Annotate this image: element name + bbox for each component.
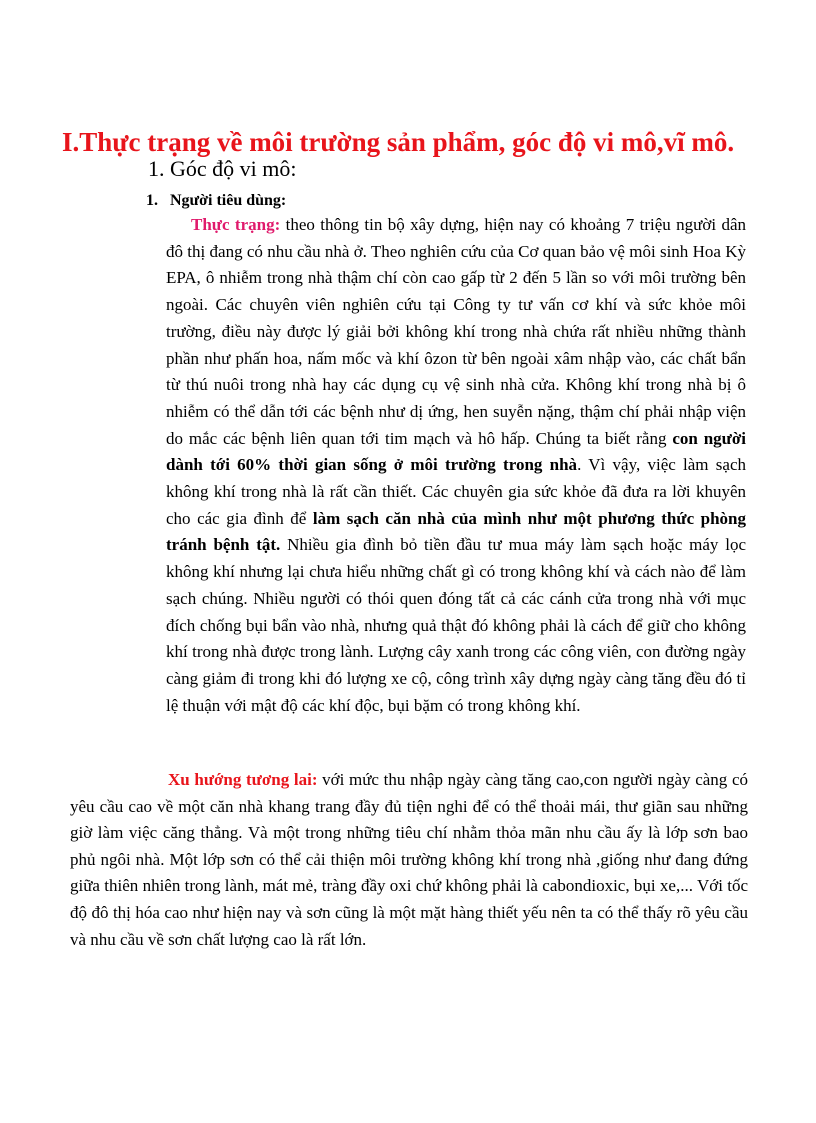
subsection-number: 1. [146, 192, 158, 209]
subsection-label: Người tiêu dùng: [170, 192, 287, 209]
section-heading: 1. Góc độ vi mô: [148, 156, 297, 181]
future-trend-label: Xu hướng tương lai: [168, 770, 318, 789]
paragraph-current-state [166, 212, 746, 719]
current-state-bold-a: con người dành tới 60% thời gian sống ở môi trường trong nhà [166, 428, 746, 475]
paragraph-future-trend [70, 767, 748, 953]
current-state-text-c: Nhiều gia đình bỏ tiền đầu tư mua máy làm sạch hoặc máy lọc không khí nhưng lại chưa hiểu những chất gì có trong không khí và cách nào để làm sạch chúng. Nhiều người có thói quen đóng tất cả các cánh cửa trong nhà với mục đích chống bụi bẩn vào nhà, nhưng quả thật đó không phải là cách để giữ cho không khí trong nhà được trong lành. Lượng cây xanh trong các công viên, con đường ngày càng giảm đi trong khi đó lượng xe cộ, công trình xây dựng ngày càng tăng đều đó tỉ lệ thuận với mật độ các khí độc, bụi bặm có trong không khí. [166, 535, 746, 715]
current-state-text-b: . Vì vậy, việc làm sạch không khí trong nhà là rất cần thiết. Các chuyên gia sức khỏe đã đưa ra lời khuyên cho các gia đình để [166, 455, 746, 528]
subsection-heading [146, 188, 286, 214]
current-state-bold-b: làm sạch căn nhà của mình như một phương thức phòng tránh bệnh tật. [166, 508, 747, 555]
page-title: I.Thực trạng về môi trường sản phẩm, góc độ vi mô,vĩ mô. [62, 127, 735, 157]
current-state-label: Thực trạng: [191, 215, 281, 234]
future-trend-text: với mức thu nhập ngày càng tăng cao,con người ngày càng có yêu cầu cao về một căn nhà khang trang đầy đủ tiện nghi để có thể thoải mái, thư giãn sau những giờ làm việc căng thẳng. Và một trong những tiêu chí nhằm thỏa mãn nhu cầu ấy là lớp sơn bao phủ ngôi nhà. Một lớp sơn có thể cải thiện môi trường không khí trong nhà ,giống như đang đứng giữa thiên nhiên trong lành, mát mẻ, tràng đầy oxi chứ không phải là cabondioxic, bụi xe,... Với tốc độ đô thị hóa cao như hiện nay và sơn cũng là một mặt hàng thiết yếu nên ta có thể thấy rõ yêu cầu và nhu cầu về sơn chất lượng cao là rất lớn. [70, 770, 748, 949]
current-state-text-a: theo thông tin bộ xây dựng, hiện nay có khoảng 7 triệu người dân đô thị đang có nhu cầu nhà ở. Theo nghiên cứu của Cơ quan bảo vệ môi sinh Hoa Kỳ EPA, ô nhiễm trong nhà thậm chí còn cao gấp từ 2 đến 5 lần so với môi trường bên ngoài. Các chuyên viên nghiên cứu tại Công ty tư vấn cơ khí và sức khỏe môi trường, điều này được lý giải bởi không khí trong nhà chứa rất nhiều những thành phần như phấn hoa, nấm mốc và khí ôzon từ bên ngoài xâm nhập vào, các chất bẩn từ thú nuôi trong nhà hay các dụng cụ vệ sinh nhà cửa. Không khí trong nhà bị ô nhiễm có thể dẫn tới các bệnh như dị ứng, hen suyễn nặng, thậm chí phải nhập viện do mắc các bệnh liên quan tới tim mạch và hô hấp. Chúng ta biết rằng [166, 215, 746, 448]
